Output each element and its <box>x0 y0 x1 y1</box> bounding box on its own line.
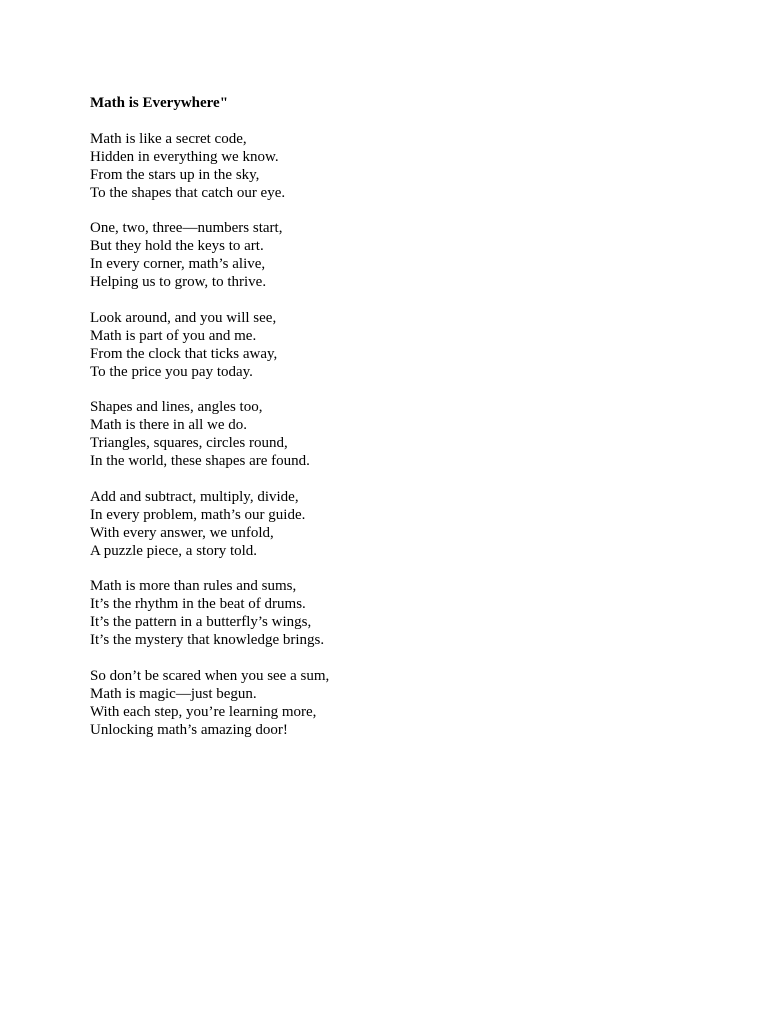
poem-line: Triangles, squares, circles round, <box>90 435 288 451</box>
poem-line: Unlocking math’s amazing door! <box>90 721 288 738</box>
poem-line: From the clock that ticks away, <box>90 345 278 362</box>
stanza-1 <box>90 130 690 202</box>
poem-line: One, two, three—numbers start, <box>90 220 283 236</box>
poem-line: To the price you pay today. <box>90 363 253 380</box>
poem-line: Shapes and lines, angles too, <box>90 399 263 415</box>
poem-line: Math is part of you and me. <box>90 327 257 344</box>
poem-line: Math is magic—just begun. <box>90 685 257 702</box>
poem-line: A puzzle piece, a story told. <box>90 542 258 559</box>
poem-line: It’s the rhythm in the beat of drums. <box>90 596 306 612</box>
poem-line: But they hold the keys to art. <box>90 238 264 254</box>
stanza-4 <box>90 398 690 470</box>
poem-line: Hidden in everything we know. <box>90 148 279 165</box>
poem-line: So don’t be scared when you see a sum, <box>90 667 330 684</box>
stanza-6 <box>90 577 690 649</box>
poem-line: With every answer, we unfold, <box>90 524 274 541</box>
poem-line: From the stars up in the sky, <box>90 166 260 183</box>
poem-line: In every corner, math’s alive, <box>90 256 266 272</box>
poem-line: With each step, you’re learning more, <box>90 703 317 720</box>
poem-line: Add and subtract, multiply, divide, <box>90 488 299 505</box>
poem-line: It’s the pattern in a butterfly’s wings, <box>90 614 312 630</box>
poem-line: To the shapes that catch our eye. <box>90 184 286 201</box>
poem-line: Math is more than rules and sums, <box>90 578 297 594</box>
poem-title: Math is Everywhere" <box>90 95 229 111</box>
poem-line: It’s the mystery that knowledge brings. <box>90 632 325 648</box>
poem-line: In every problem, math’s our guide. <box>90 506 306 523</box>
poem-line: In the world, these shapes are found. <box>90 453 310 469</box>
poem-line: Helping us to grow, to thrive. <box>90 274 267 290</box>
poem-line: Look around, and you will see, <box>90 309 277 326</box>
stanza-3 <box>90 309 690 381</box>
poem <box>90 94 690 739</box>
stanza-2 <box>90 219 690 291</box>
stanza-5 <box>90 488 690 560</box>
poem-line: Math is like a secret code, <box>90 130 247 147</box>
poem-line: Math is there in all we do. <box>90 417 248 433</box>
stanza-7 <box>90 667 690 739</box>
